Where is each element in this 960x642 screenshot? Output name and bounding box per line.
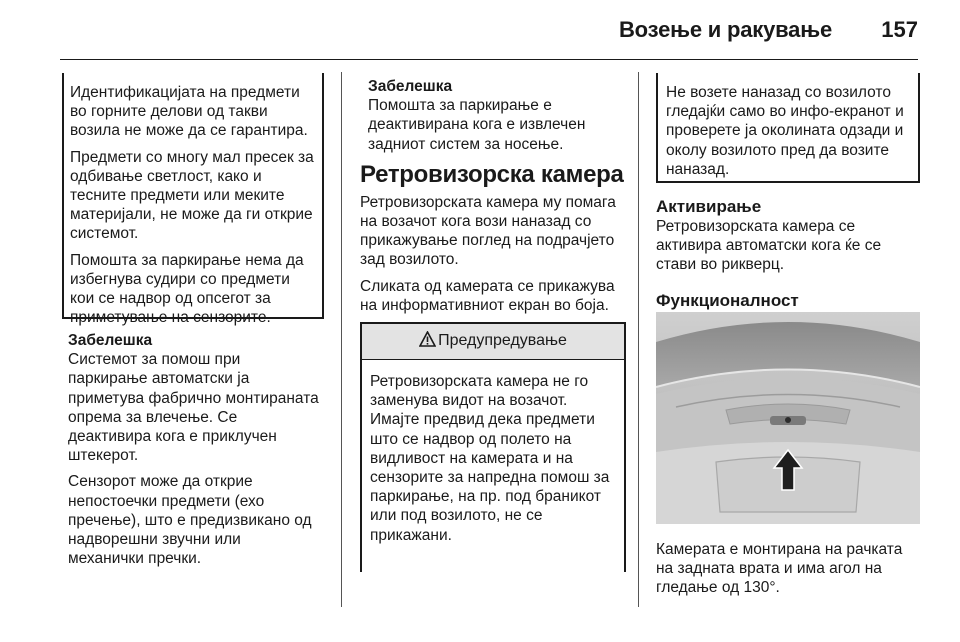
warning-text: Ретровизорската камера не го заменува видот на возачот. Имајте предвид дека предмети што се надвор од полето на видливост на камерата и на сензорите за напредна помош за паркирање, на пр. под браникот или под возилото, не се прикажани. (370, 373, 610, 544)
activation-title: Активирање (656, 197, 762, 216)
caution-text: Не возете наназад со возилото гледајќи само во инфо-екранот и проверете ја околината одзади и околу возилото пред да возите наназад. (666, 84, 904, 178)
warning-body (360, 360, 626, 572)
note-title: Забелешка (368, 78, 453, 95)
column-divider-2 (638, 72, 639, 607)
box-paragraph-2: Предмети со многу мал пресек за одбивање светлост, како и тесните предмети или меките материјали, не може да ги открие системот. (70, 148, 314, 243)
activation-text: Ретровизорската камера се активира автоматски кога ќе се стави во рикверц. (656, 218, 882, 274)
rear-camera-illustration (656, 312, 920, 524)
note-paragraph-1: Системот за помош при паркирање автоматски ја приметува фабрично монтираната опрема за влечење. Се деактивира кога е приклучен штекерот. (68, 351, 319, 465)
box-paragraph-3: Помошта за паркирање нема да избегнува судири со предмети кои се надвор од опсегот за приметување на сензорите. (70, 251, 304, 327)
warning-header (360, 322, 626, 360)
box-paragraph-1: Идентификацијата на предмети во горните делови од такви возила не може да се гарантира. (70, 84, 308, 140)
warning-label: Предупредување (438, 332, 567, 350)
column-3 (656, 73, 920, 311)
note-paragraph-2: Сензорот може да открие непостоечки предмети (ехо пречење), што е предизвикано од надворешни звучни или механички пречки. (68, 473, 312, 568)
paragraph-1: Ретровизорската камера му помага на возачот кога вози наназад со прикажување поглед на подрачјето зад возилото. (360, 193, 616, 269)
column-1 (62, 73, 324, 575)
section-title: Ретровизорска камера (360, 160, 624, 188)
column-divider-1 (341, 72, 342, 607)
page-title: Возење и ракување (618, 17, 832, 42)
info-box (62, 73, 324, 327)
page-number: 157 (881, 17, 918, 42)
function-title: Функционалност (656, 290, 799, 310)
page-header (60, 0, 918, 60)
column-2 (360, 77, 626, 572)
caution-box (656, 73, 920, 183)
warning-triangle-icon (419, 326, 436, 360)
photo-caption: Камерата е монтирана на рачката на задната врата и има агол на гледање од 130°. (656, 541, 903, 597)
note-title: Забелешка (68, 332, 153, 349)
note-text: Помошта за паркирање е деактивирана кога е извлечен задниот систем за носење. (368, 97, 586, 153)
photo-caption-container (656, 540, 920, 605)
warning-box (360, 322, 626, 572)
paragraph-2: Сликата од камерата се прикажува на информативниот екран во боја. (360, 277, 615, 314)
